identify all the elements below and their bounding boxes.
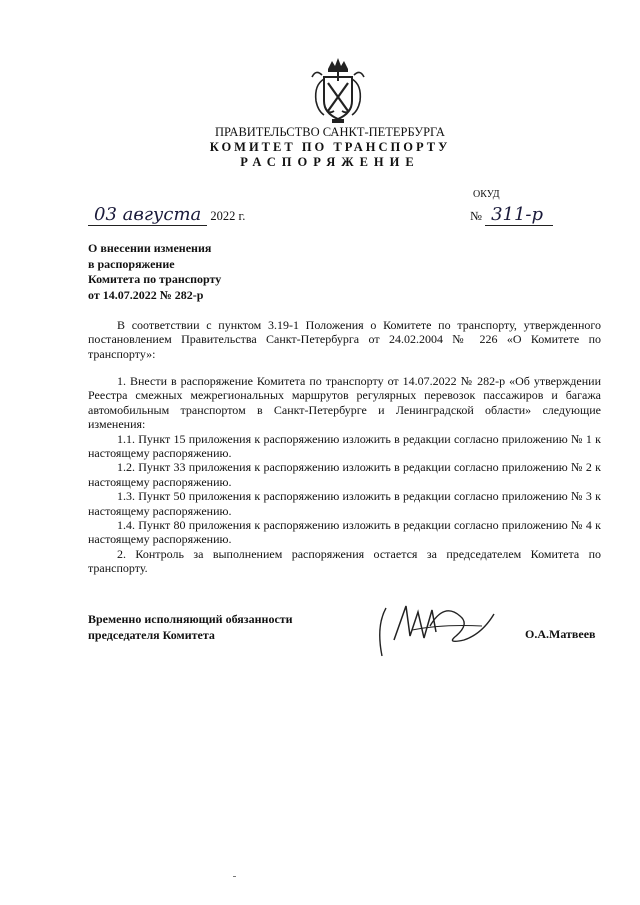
signatory-title-line: председателя Комитета	[88, 627, 215, 642]
government-name: ПРАВИТЕЛЬСТВО САНКТ-ПЕТЕРБУРГА	[215, 125, 445, 139]
signatory-title-line: Временно исполняющий обязанности	[88, 612, 293, 626]
subject-line: в распоряжение	[88, 256, 175, 271]
subject-line: от 14.07.2022 № 282-р	[88, 287, 204, 302]
scan-artifact	[233, 876, 236, 877]
order-item-2: 2. Контроль за выполнением распоряжения остается за председателем Комитета по транспорту.	[88, 546, 601, 576]
preamble-text: В соответствии с пунктом 3.19-1 Положения о Комитете по транспорту, утвержденного постановлением Правительства Санкт-Петербурга от 24.02.2004 № 226 «О Комитете по транспорту»:	[88, 318, 601, 361]
document-date	[88, 205, 245, 226]
subject-line: О внесении изменения	[88, 241, 212, 255]
order-item-1: 1. Внести в распоряжение Комитета по транспорту от 14.07.2022 № 282-р «Об утверждении Реестра смежных межрегиональных маршрутов регулярных перевозок пассажиров и багажа автомобильным транспортом в Санкт-Петербурге и Ленинградской области» следующие изменения:	[88, 374, 601, 432]
document-type: РАСПОРЯЖЕНИЕ	[240, 155, 420, 169]
handwritten-number: 311-р	[485, 205, 553, 226]
handwritten-signature	[372, 596, 502, 662]
number-label: №	[470, 209, 482, 223]
order-items	[88, 374, 601, 576]
signatory-title	[88, 612, 293, 643]
document-number	[470, 205, 553, 226]
preamble	[88, 318, 601, 361]
coat-of-arms-emblem	[306, 55, 370, 127]
signatory-name: О.А.Матвеев	[525, 627, 596, 641]
okud-label: ОКУД	[473, 189, 500, 200]
order-item-1-4: 1.4. Пункт 80 приложения к распоряжению изложить в редакции согласно приложению № 4 к настоящему распоряжению.	[88, 518, 601, 547]
document-subject	[88, 241, 221, 303]
order-item-1-3: 1.3. Пункт 50 приложения к распоряжению изложить в редакции согласно приложению № 3 к настоящему распоряжению.	[88, 489, 601, 518]
date-year: 2022 г.	[210, 209, 246, 223]
subject-line: Комитета по транспорту	[88, 272, 222, 286]
order-item-1-1: 1.1. Пункт 15 приложения к распоряжению изложить в редакции согласно приложению № 1 к настоящему распоряжению.	[88, 431, 601, 461]
committee-name: КОМИТЕТ ПО ТРАНСПОРТУ	[209, 140, 451, 154]
order-item-1-2: 1.2. Пункт 33 приложения к распоряжению изложить в редакции согласно приложению № 2 к настоящему распоряжению.	[88, 460, 601, 489]
handwritten-date: 03 августа	[88, 205, 207, 226]
